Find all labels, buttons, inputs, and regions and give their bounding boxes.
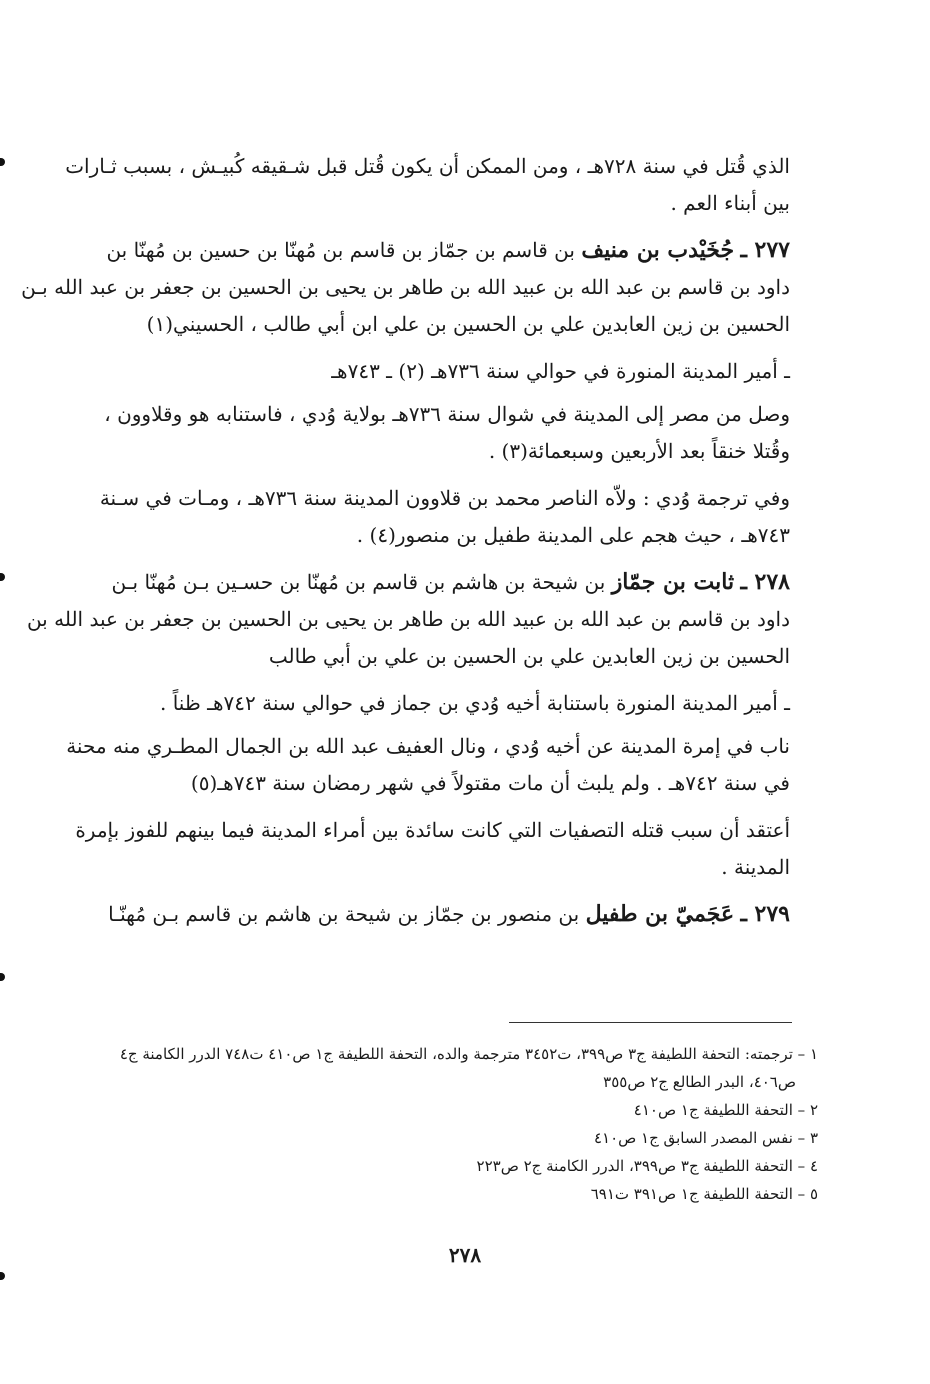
paragraph-arrival (104, 396, 790, 470)
text-line: وصل من مصر إلى المدينة في شوال سنة ٧٣٦هـ بولاية وُدي ، فاستنابه هو وقلاوون ، (104, 402, 790, 426)
text-line: وفي ترجمة وُدي : ولاّه الناصر محمد بن قلاوون المدينة سنة ٧٣٦هـ ، ومـات في سـنة (99, 486, 790, 510)
entry-heading-line (106, 232, 790, 269)
paragraph-opinion (75, 812, 790, 886)
footnote-2: ٢ – التحفة اللطيفة ج١ ص٤١٠ (633, 1101, 818, 1119)
footnote-1: ١ – ترجمته: التحفة اللطيفة ج٣ ص٣٩٩، ت٣٤٥٢ مترجمة والده، التحفة اللطيفة ج١ ص٤١٠ ت٧٤٨ الدرر الكامنة ج٤ (119, 1045, 818, 1063)
text-line: داود بن قاسم بن عبد الله بن عبيد الله بن طاهر بن يحيى بن الحسين بن جعفر بن عبد الله بـن (21, 275, 790, 299)
footnote-4: ٤ – التحفة اللطيفة ج٣ ص٣٩٩، الدرر الكامنة ج٢ ص٢٢٣ (476, 1157, 818, 1175)
entry-277 (21, 232, 790, 343)
page-body (21, 148, 790, 943)
text-line: ناب في إمرة المدينة عن أخيه وُدي ، ونال العفيف عبد الله بن الجمال المطـري منه محنة (66, 734, 790, 758)
entry-number: ٢٧٧ ـ (740, 237, 790, 263)
text-line: بين أبناء العم . (670, 191, 790, 215)
entry-lineage: بن منصور بن جمّاز بن شيحة بن هاشم بن قاسم بـن مُهنّـا (108, 902, 580, 926)
entry-heading-line (110, 564, 790, 601)
text-line: في سنة ٧٤٢هـ . ولم يلبث أن مات مقتولاً في شهر رمضان سنة ٧٤٣هـ(٥) (190, 771, 790, 795)
entry-name: عَجَميّ بن طفيل (585, 901, 735, 927)
paragraph-1 (65, 148, 790, 222)
text-line: الحسين بن زين العابدين علي بن الحسين بن علي بن أبي طالب (268, 644, 790, 668)
text-line: الحسين بن زين العابدين علي بن الحسين بن علي ابن أبي طالب ، الحسيني(١) (146, 312, 790, 336)
binding-hole-mark (0, 1272, 5, 1280)
page-number: ٢٧٨ (448, 1243, 482, 1267)
entry-number: ٢٧٨ ـ (740, 569, 790, 595)
paragraph-wudi (99, 480, 790, 554)
text-line: أعتقد أن سبب قتله التصفيات التي كانت سائدة بين أمراء المدينة فيما بينهم للفوز بإمرة (75, 818, 790, 842)
paragraph-amir-278 (110, 685, 790, 722)
footnotes (98, 1040, 818, 1208)
footnote-5: ٥ – التحفة اللطيفة ج١ ص٣٩١ ت٦٩١ (590, 1185, 818, 1203)
entry-278 (26, 564, 790, 675)
text-line: ـ أمير المدينة المنورة باستنابة أخيه وُدي بن جماز في حوالي سنة ٧٤٢هـ ظناً . (159, 691, 790, 715)
entry-lineage: بن شيحة بن هاشم بن قاسم بن مُهنّا بن حسـين بـن مُهنّا بـن (111, 570, 606, 594)
entry-279 (110, 896, 790, 933)
entry-lineage: بن قاسم بن جمّاز بن قاسم بن مُهنّا بن حسين بن مُهنّا بن (106, 238, 575, 262)
text-line: المدينة . (721, 855, 790, 879)
entry-number: ٢٧٩ ـ (740, 901, 790, 927)
entry-name: ثابت بن جمّاز (611, 569, 735, 595)
binding-hole-mark (0, 973, 5, 981)
entry-heading-line (110, 896, 790, 933)
entry-name: جُخَيْدب بن منيف (581, 237, 735, 263)
footnote-1-continued: ص٤٠٦، البدر الطالع ج٢ ص٣٥٥ (603, 1073, 796, 1091)
paragraph-amir-277 (110, 353, 790, 390)
text-line: الذي قُتل في سنة ٧٢٨هـ ، ومن الممكن أن يكون قُتل قبل شـقيقه كُبيـش ، بسبب ثـارات (65, 154, 790, 178)
text-line: ـ أمير المدينة المنورة في حوالي سنة ٧٣٦هـ (٢) ـ ٧٤٣هـ (331, 359, 790, 383)
binding-hole-mark (0, 573, 5, 581)
text-line: وقُتلا خنقاً بعد الأربعين وسبعمائة(٣) . (488, 439, 790, 463)
binding-hole-mark (0, 158, 5, 166)
footnote-divider (509, 1022, 792, 1023)
footnote-3: ٣ – نفس المصدر السابق ج١ ص٤١٠ (593, 1129, 818, 1147)
paragraph-deputy (66, 728, 790, 802)
text-line: ٧٤٣هـ ، حيث هجم على المدينة طفيل بن منصور(٤) . (356, 523, 790, 547)
text-line: داود بن قاسم بن عبد الله بن عبيد الله بن طاهر بن يحيى بن الحسين بن جعفر بن عبد الله بن (26, 607, 790, 631)
